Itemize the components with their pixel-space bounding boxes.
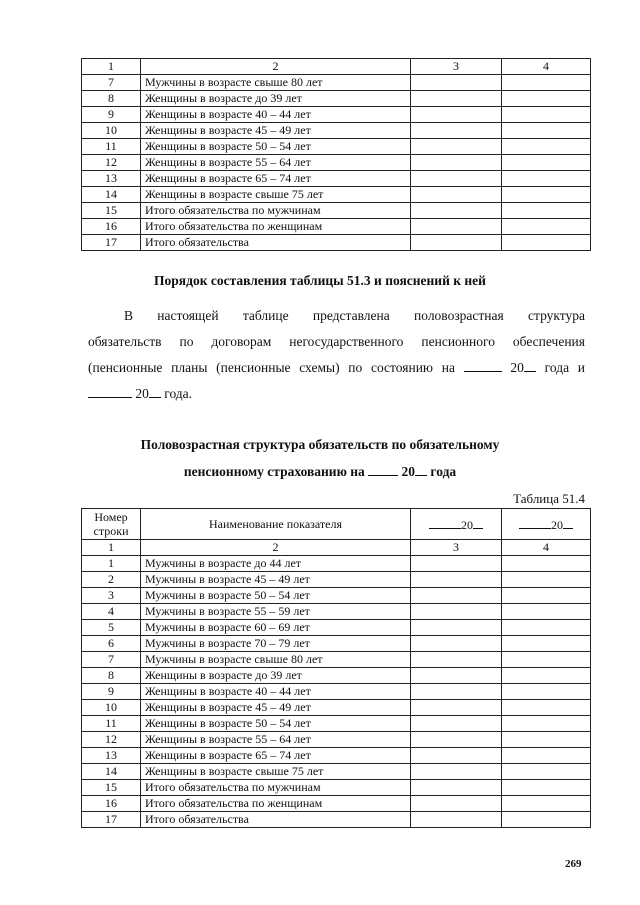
indicator-name-cell: Женщины в возрасте свыше 75 лет	[141, 764, 411, 780]
value-cell	[411, 139, 502, 155]
table-row	[82, 91, 591, 107]
indicator-name-cell: Женщины в возрасте 50 – 54 лет	[141, 139, 411, 155]
value-cell	[411, 203, 502, 219]
indicator-name-cell: Итого обязательства по мужчинам	[141, 203, 411, 219]
value-cell	[411, 636, 502, 652]
row-number-cell: 2	[82, 572, 141, 588]
indicator-name-cell: Женщины в возрасте до 39 лет	[141, 91, 411, 107]
row-number-cell: 17	[82, 235, 141, 251]
value-cell	[411, 764, 502, 780]
indicator-name-cell: Женщины в возрасте 45 – 49 лет	[141, 123, 411, 139]
blank-date-field	[464, 371, 502, 372]
blank-date-field	[88, 397, 132, 398]
row-number-cell: 10	[82, 123, 141, 139]
value-cell	[502, 91, 591, 107]
column-number-cell: 1	[82, 59, 141, 75]
value-cell	[411, 812, 502, 828]
row-number-cell: 14	[82, 764, 141, 780]
row-number-cell: 8	[82, 668, 141, 684]
row-number-cell: 6	[82, 636, 141, 652]
blank-year-field	[563, 517, 573, 529]
indicator-name-cell: Женщины в возрасте 65 – 74 лет	[141, 748, 411, 764]
table-row	[82, 796, 591, 812]
column-number-cell: 1	[82, 540, 141, 556]
value-cell	[502, 780, 591, 796]
table-row	[82, 572, 591, 588]
indicator-name-cell: Женщины в возрасте 50 – 54 лет	[141, 716, 411, 732]
header-row-number: Номер строки	[82, 509, 141, 540]
value-cell	[502, 572, 591, 588]
row-number-cell: 9	[82, 684, 141, 700]
value-cell	[502, 716, 591, 732]
row-number-cell: 9	[82, 107, 141, 123]
year-prefix: 20	[135, 386, 149, 401]
value-cell	[502, 668, 591, 684]
table-row	[82, 588, 591, 604]
value-cell	[502, 107, 591, 123]
table-row	[82, 123, 591, 139]
value-cell	[411, 684, 502, 700]
indicator-name-cell: Женщины в возрасте 45 – 49 лет	[141, 700, 411, 716]
section-heading: Порядок составления таблицы 51.3 и пояснений к ней	[154, 273, 486, 288]
value-cell	[502, 636, 591, 652]
table-row	[82, 139, 591, 155]
value-cell	[502, 700, 591, 716]
value-cell	[411, 75, 502, 91]
column-number-cell: 3	[411, 59, 502, 75]
value-cell	[411, 91, 502, 107]
value-cell	[502, 139, 591, 155]
indicator-name-cell: Мужчины в возрасте 50 – 54 лет	[141, 588, 411, 604]
paragraph-line: обязательств по договорам негосударственного пенсионного обеспечения	[88, 334, 585, 349]
row-number-cell: 4	[82, 604, 141, 620]
table-51-3-continuation	[81, 58, 591, 251]
table-row	[82, 780, 591, 796]
indicator-name-cell: Итого обязательства по женщинам	[141, 796, 411, 812]
table-row	[82, 684, 591, 700]
table-row	[82, 171, 591, 187]
year-prefix: 20	[401, 464, 416, 479]
indicator-name-cell: Женщины в возрасте 55 – 64 лет	[141, 732, 411, 748]
paragraph-line: В настоящей таблице представлена половозрастная структура	[124, 308, 585, 323]
table-row	[82, 812, 591, 828]
title-text: года	[430, 464, 457, 479]
value-cell	[502, 75, 591, 91]
indicator-name-cell: Женщины в возрасте свыше 75 лет	[141, 187, 411, 203]
row-number-cell: 1	[82, 556, 141, 572]
table-51-4-body	[82, 509, 591, 828]
table-row	[82, 107, 591, 123]
value-cell	[411, 171, 502, 187]
row-number-cell: 13	[82, 171, 141, 187]
table-row	[82, 732, 591, 748]
indicator-name-cell: Итого обязательства по мужчинам	[141, 780, 411, 796]
paragraph-line	[88, 355, 585, 381]
row-number-cell: 16	[82, 796, 141, 812]
indicator-name-cell: Мужчины в возрасте 45 – 49 лет	[141, 572, 411, 588]
row-number-cell: 5	[82, 620, 141, 636]
table-row	[82, 636, 591, 652]
value-cell	[502, 812, 591, 828]
value-cell	[502, 556, 591, 572]
value-cell	[502, 620, 591, 636]
table-51-4	[81, 508, 591, 828]
value-cell	[502, 732, 591, 748]
value-cell	[411, 556, 502, 572]
row-number-cell: 16	[82, 219, 141, 235]
indicator-name-cell: Женщины в возрасте 65 – 74 лет	[141, 171, 411, 187]
table-row	[82, 203, 591, 219]
row-number-cell: 11	[82, 716, 141, 732]
blank-date-field	[368, 475, 398, 476]
row-number-cell: 7	[82, 652, 141, 668]
column-number-cell: 2	[141, 59, 411, 75]
value-cell	[411, 235, 502, 251]
table-row	[82, 652, 591, 668]
value-cell	[502, 235, 591, 251]
indicator-name-cell: Женщины в возрасте 55 – 64 лет	[141, 155, 411, 171]
table-row	[82, 187, 591, 203]
value-cell	[411, 187, 502, 203]
table-row	[82, 620, 591, 636]
table-title-line: Половозрастная структура обязательств по обязательному	[140, 437, 500, 452]
value-cell	[502, 652, 591, 668]
indicator-name-cell: Итого обязательства по женщинам	[141, 219, 411, 235]
explanation-paragraph	[88, 303, 585, 407]
value-cell	[411, 620, 502, 636]
blank-year-field	[473, 517, 483, 529]
blank-year-field	[415, 475, 427, 476]
value-cell	[502, 748, 591, 764]
year-prefix: 20	[551, 517, 563, 532]
value-cell	[411, 604, 502, 620]
indicator-name-cell: Мужчины в возрасте свыше 80 лет	[141, 75, 411, 91]
table-row	[82, 155, 591, 171]
row-number-cell: 15	[82, 780, 141, 796]
table-row	[82, 700, 591, 716]
value-cell	[411, 155, 502, 171]
indicator-name-cell: Мужчины в возрасте 70 – 79 лет	[141, 636, 411, 652]
year-prefix: 20	[461, 517, 473, 532]
table-row	[82, 748, 591, 764]
paragraph-line	[88, 381, 585, 407]
column-number-cell: 4	[502, 59, 591, 75]
value-cell	[411, 780, 502, 796]
paragraph-text: года.	[164, 386, 193, 401]
row-number-cell: 8	[82, 91, 141, 107]
blank-date-field	[429, 517, 461, 529]
table-row	[82, 764, 591, 780]
table-row	[82, 604, 591, 620]
indicator-name-cell: Женщины в возрасте 40 – 44 лет	[141, 684, 411, 700]
indicator-name-cell: Мужчины в возрасте 60 – 69 лет	[141, 620, 411, 636]
table-title-line	[0, 464, 640, 480]
table-51-3-body	[82, 59, 591, 251]
blank-year-field	[149, 397, 161, 398]
row-number-cell: 7	[82, 75, 141, 91]
table-row	[82, 235, 591, 251]
header-indicator-name: Наименование показателя	[141, 509, 411, 540]
indicator-name-cell: Мужчины в возрасте свыше 80 лет	[141, 652, 411, 668]
value-cell	[502, 764, 591, 780]
table-row	[82, 716, 591, 732]
value-cell	[502, 684, 591, 700]
value-cell	[411, 700, 502, 716]
year-prefix: 20	[510, 360, 524, 375]
value-cell	[411, 652, 502, 668]
table-row	[82, 75, 591, 91]
header-date-col	[411, 509, 502, 540]
paragraph-text: года и	[544, 360, 586, 375]
value-cell	[411, 716, 502, 732]
value-cell	[411, 123, 502, 139]
value-cell	[411, 732, 502, 748]
indicator-name-cell: Женщины в возрасте до 39 лет	[141, 668, 411, 684]
column-number-cell: 2	[141, 540, 411, 556]
value-cell	[502, 796, 591, 812]
value-cell	[411, 588, 502, 604]
table-row	[82, 219, 591, 235]
indicator-name-cell: Женщины в возрасте 40 – 44 лет	[141, 107, 411, 123]
paragraph-text: (пенсионные планы (пенсионные схемы) по состоянию на	[88, 360, 455, 375]
row-number-cell: 12	[82, 155, 141, 171]
value-cell	[411, 748, 502, 764]
indicator-name-cell: Мужчины в возрасте до 44 лет	[141, 556, 411, 572]
value-cell	[502, 588, 591, 604]
value-cell	[502, 155, 591, 171]
page-number: 269	[565, 858, 582, 870]
title-text: пенсионному страхованию на	[183, 464, 365, 479]
blank-date-field	[519, 517, 551, 529]
row-number-cell: 14	[82, 187, 141, 203]
table-caption: Таблица 51.4	[513, 491, 585, 506]
table-header-row	[82, 509, 591, 540]
row-number-cell: 10	[82, 700, 141, 716]
blank-year-field	[524, 371, 536, 372]
row-number-cell: 15	[82, 203, 141, 219]
indicator-name-cell: Итого обязательства	[141, 235, 411, 251]
value-cell	[411, 219, 502, 235]
row-number-cell: 13	[82, 748, 141, 764]
column-number-row	[82, 59, 591, 75]
indicator-name-cell: Итого обязательства	[141, 812, 411, 828]
value-cell	[502, 203, 591, 219]
column-number-row	[82, 540, 591, 556]
value-cell	[502, 171, 591, 187]
value-cell	[502, 123, 591, 139]
value-cell	[502, 604, 591, 620]
value-cell	[502, 187, 591, 203]
row-number-cell: 3	[82, 588, 141, 604]
column-number-cell: 3	[411, 540, 502, 556]
table-row	[82, 668, 591, 684]
row-number-cell: 12	[82, 732, 141, 748]
value-cell	[411, 107, 502, 123]
value-cell	[502, 219, 591, 235]
indicator-name-cell: Мужчины в возрасте 55 – 59 лет	[141, 604, 411, 620]
column-number-cell: 4	[502, 540, 591, 556]
value-cell	[411, 668, 502, 684]
row-number-cell: 11	[82, 139, 141, 155]
value-cell	[411, 796, 502, 812]
value-cell	[411, 572, 502, 588]
header-date-col	[502, 509, 591, 540]
row-number-cell: 17	[82, 812, 141, 828]
table-row	[82, 556, 591, 572]
